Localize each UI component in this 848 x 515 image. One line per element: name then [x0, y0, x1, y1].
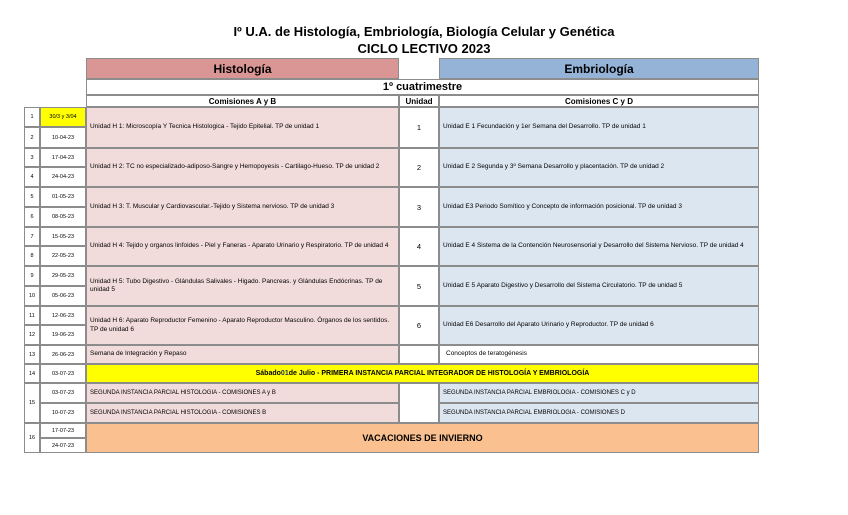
unit-number: 1: [399, 107, 439, 148]
unit-number: 6: [399, 306, 439, 345]
week-number: 3: [24, 148, 40, 167]
week-date: 17-07-23: [40, 423, 86, 438]
week-number: 10: [24, 286, 40, 306]
week-date: 24-07-23: [40, 438, 86, 453]
week-date: 01-05-23: [40, 187, 86, 207]
histologia-unit: Unidad H 1: Microscopía Y Tecnica Histologica - Tejido Epitelial. TP de unidad 1: [86, 107, 399, 148]
embriologia-unit: Unidad E 5 Aparato Digestivo y Desarrollo del Sistema Circulatorio. TP de unidad 5: [439, 266, 759, 306]
unit-number: 4: [399, 227, 439, 266]
week-number: 8: [24, 246, 40, 266]
cuatrimestre-header: 1º cuatrimestre: [86, 79, 759, 95]
week-number: 13: [24, 345, 40, 364]
week-date: 05-06-23: [40, 286, 86, 306]
week-date: 15-05-23: [40, 227, 86, 246]
week-date: 24-04-23: [40, 167, 86, 187]
exam-text-rest: de Julio - PRIMERA INSTANCIA PARCIAL INTEGRADOR DE HISTOLOGÍA Y EMBRIOLOGÍA: [288, 370, 590, 377]
embriologia-unit: Unidad E 4 Sistema de la Contención Neurosensorial y Desarrollo del Sistema Nervioso. TP de unidad 4: [439, 227, 759, 266]
week-number: 15: [24, 383, 40, 423]
week-number: 7: [24, 227, 40, 246]
embriologia-unit: Unidad E 2 Segunda y 3º Semana Desarrollo y placentación. TP de unidad 2: [439, 148, 759, 187]
week-date: 29-05-23: [40, 266, 86, 286]
second-instance-embriologia: SEGUNDA INSTANCIA PARCIAL EMBRIOLOGIA - COMISIONES D: [439, 403, 759, 423]
embriologia-unit: Unidad E6 Desarrollo del Aparato Urinario y Reproductor. TP de unidad 6: [439, 306, 759, 345]
second-instance-histologia: SEGUNDA INSTANCIA PARCIAL HISTOLOGIA - COMISIONES A y B: [86, 383, 399, 403]
second-instance-gap: [399, 383, 439, 423]
page-title: Iº U.A. de Histología, Embriología, Biología Celular y Genética: [233, 24, 615, 39]
week-number: 9: [24, 266, 40, 286]
comisiones-cd-header: Comisiones C y D: [439, 95, 759, 107]
unit-number: 5: [399, 266, 439, 306]
first-exam-banner: [86, 364, 759, 383]
histologia-unit: Unidad H 3: T. Muscular y Cardiovascular.-Tejido y Sistema nervioso. TP de unidad 3: [86, 187, 399, 227]
week-date: 10-04-23: [40, 127, 86, 148]
teratogenesis-concepts: Conceptos de teratogénesis: [439, 345, 759, 364]
second-instance-histologia: SEGUNDA INSTANCIA PARCIAL HISTOLOGIA - COMISIONES B: [86, 403, 399, 423]
header-gap: [399, 58, 439, 79]
histologia-unit: Unidad H 4: Tejido y organos linfoides - Piel y Faneras - Aparato Urinario y Respiratorio. TP de unidad 4: [86, 227, 399, 266]
unidad-header: Unidad: [399, 95, 439, 107]
histologia-unit: Unidad H 6: Aparato Reproductor Femenino - Aparato Reproductor Masculino. Órganos de los sentidos. TP de unidad 6: [86, 306, 399, 345]
week-date: 26-06-23: [40, 345, 86, 364]
week-date: 08-05-23: [40, 207, 86, 227]
embriologia-header: Embriología: [439, 58, 759, 79]
week-number: 4: [24, 167, 40, 187]
histologia-unit: Unidad H 5: Tubo Digestivo - Glándulas Salivales - Higado. Pancreas. y Glándulas Endócrinas. TP de unidad 5: [86, 266, 399, 306]
unit-number: 2: [399, 148, 439, 187]
week-date: 17-04-23: [40, 148, 86, 167]
week-date: 12-06-23: [40, 306, 86, 325]
comisiones-ab-header: Comisiones A y B: [86, 95, 399, 107]
week-number: 16: [24, 423, 40, 453]
integration-week: Semana de Integración y Repaso: [86, 345, 399, 364]
exam-text-prefix: Sábado: [255, 370, 281, 377]
week-number: 12: [24, 325, 40, 345]
week-number: 14: [24, 364, 40, 383]
histologia-unit: Unidad H 2: TC no especializado-adiposo-Sangre y Hemopoyesis - Cartilago-Hueso. TP de unidad 2: [86, 148, 399, 187]
second-instance-embriologia: SEGUNDA INSTANCIA PARCIAL EMBRIOLOGIA - COMISIONES C y D: [439, 383, 759, 403]
week-number: 1: [24, 107, 40, 127]
week-date: 03-07-23: [40, 383, 86, 403]
histologia-header: Histología: [86, 58, 399, 79]
integration-gap: [399, 345, 439, 364]
week-date: 22-05-23: [40, 246, 86, 266]
unit-number: 3: [399, 187, 439, 227]
page-subtitle: CICLO LECTIVO 2023: [357, 41, 491, 56]
week-number: 11: [24, 306, 40, 325]
week-date: 19-06-23: [40, 325, 86, 345]
week-number: 2: [24, 127, 40, 148]
week-number: 5: [24, 187, 40, 207]
exam-text-day: 01: [280, 370, 289, 377]
embriologia-unit: Unidad E 1 Fecundación y 1er Semana del Desarrollo. TP de unidad 1: [439, 107, 759, 148]
week-date: 10-07-23: [40, 403, 86, 423]
embriologia-unit: Unidad E3 Periodo Somítico y Concepto de información posicional. TP de unidad 3: [439, 187, 759, 227]
week-date: 30/3 y 3/04: [40, 107, 86, 127]
winter-vacation-banner: VACACIONES DE INVIERNO: [86, 423, 759, 453]
week-date: 03-07-23: [40, 364, 86, 383]
week-number: 6: [24, 207, 40, 227]
